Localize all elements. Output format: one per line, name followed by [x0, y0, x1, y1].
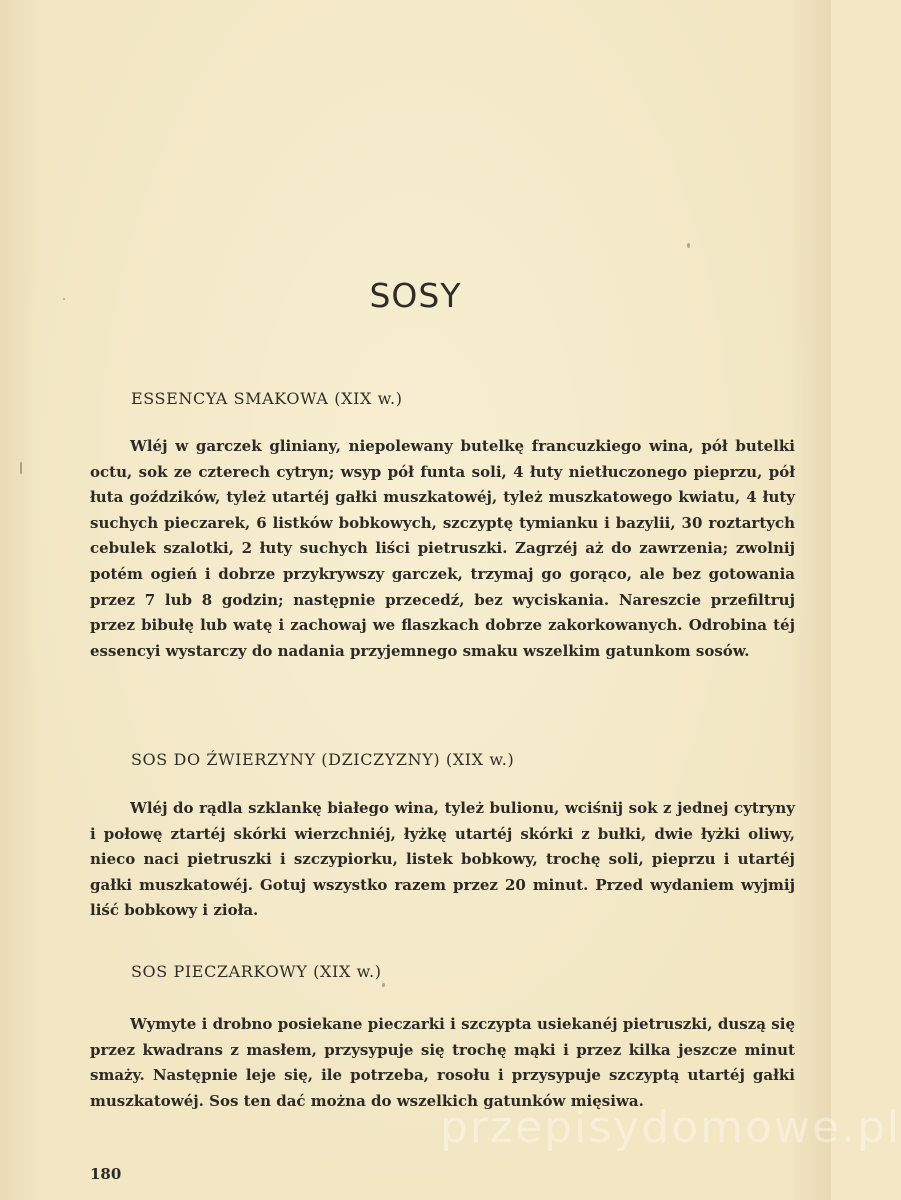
paper-speck [687, 243, 690, 248]
section-heading-zwierzyna: SOS DO ŹWIERZYNY (DZICZYZNY) (XIX w.) [131, 750, 515, 769]
section-text-pieczarkowy: Wymyte i drobno posiekane pieczarki i szczypta usiekanéj pietruszki, duszą się przez kwadrans z masłem, przysypuje się trochę mąki i przez kilka jeszcze minut smaży. Następnie leje się, ile potrzeba, rosołu i przysypuje szczyptą utartéj gałki muszkatowéj. Sos ten dać można do wszelkich gatunków mięsiwa. [90, 1015, 795, 1110]
page-number: 180 [90, 1165, 122, 1183]
paper-speck [20, 462, 22, 474]
paper-speck [382, 983, 385, 987]
section-text-zwierzyna: Wléj do rądla szklankę białego wina, tyleż bulionu, wciśnij sok z jednej cytryny i połowę ztartéj skórki wierzchniéj, łyżkę utartéj skórki z bułki, dwie łyżki oliwy, nieco naci pietruszki i szczypiorku, listek bobkowy, trochę soli, pieprzu i utartéj gałki muszkatowéj. Gotuj wszystko razem przez 20 minut. Przed wydaniem wyjmij liść bobkowy i zioła. [90, 799, 795, 920]
paper-speck [63, 298, 65, 300]
section-text-essencya: Wléj w garczek gliniany, niepolewany butelkę francuzkiego wina, pół butelki octu, sok ze czterech cytryn; wsyp pół funta soli, 4 łuty nietłuczonego pieprzu, pół łuta goździków, tyleż utartéj gałki muszkatowéj, tyleż muszkatowego kwiatu, 4 łuty suchych pieczarek, 6 listków bobkowych, szczyptę tymianku i bazylii, 30 roztartych cebulek szalotki, 2 łuty suchych liści pietruszki. Zagrzéj aż do zawrzenia; zwolnij potém ogień i dobrze przykrywszy garczek, trzymaj go gorąco, ale bez gotowania przez 7 lub 8 godzin; następnie przecedź, bez wyciskania. Nareszcie przefiltruj przez bibułę lub watę i zachowaj we flaszkach dobrze zakorkowanych. Odrobina téj essencyi wystarczy do nadania przyjemnego smaku wszelkim gatunkom sosów. [90, 437, 795, 660]
section-heading-essencya: ESSENCYA SMAKOWA (XIX w.) [131, 389, 403, 408]
watermark: przepisydomowe.pl [440, 1102, 901, 1153]
chapter-title: SOSY [369, 276, 462, 315]
section-heading-pieczarkowy: SOS PIECZARKOWY (XIX w.) [131, 962, 382, 981]
